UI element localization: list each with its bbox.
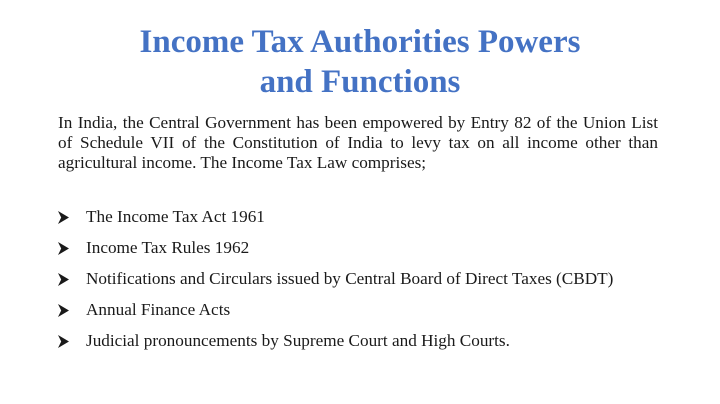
list-item xyxy=(58,238,658,258)
bullet-list xyxy=(58,207,658,362)
list-item xyxy=(58,207,658,227)
arrowhead-bullet-icon xyxy=(58,238,86,258)
list-item-text: Notifications and Circulars issued by Central Board of Direct Taxes (CBDT) xyxy=(86,269,614,288)
list-item-text: Judicial pronouncements by Supreme Court and High Courts. xyxy=(86,331,510,350)
page-title xyxy=(0,22,720,102)
arrowhead-bullet-icon xyxy=(58,207,86,227)
title-line-2: and Functions xyxy=(259,64,461,100)
intro-paragraph: In India, the Central Government has been empowered by Entry 82 of the Union List of Schedule VII of the Constitution of India to levy tax on all income other than agricultural income. The Income Tax Law comprises; xyxy=(58,113,658,172)
list-item-text: The Income Tax Act 1961 xyxy=(86,207,265,226)
arrowhead-bullet-icon xyxy=(58,331,86,351)
arrowhead-bullet-icon xyxy=(58,269,86,289)
list-item-text: Annual Finance Acts xyxy=(86,300,231,319)
list-item xyxy=(58,300,658,320)
list-item xyxy=(58,269,658,289)
arrowhead-bullet-icon xyxy=(58,300,86,320)
title-line-1: Income Tax Authorities Powers xyxy=(139,24,581,60)
list-item xyxy=(58,331,658,351)
list-item-text: Income Tax Rules 1962 xyxy=(86,238,250,257)
